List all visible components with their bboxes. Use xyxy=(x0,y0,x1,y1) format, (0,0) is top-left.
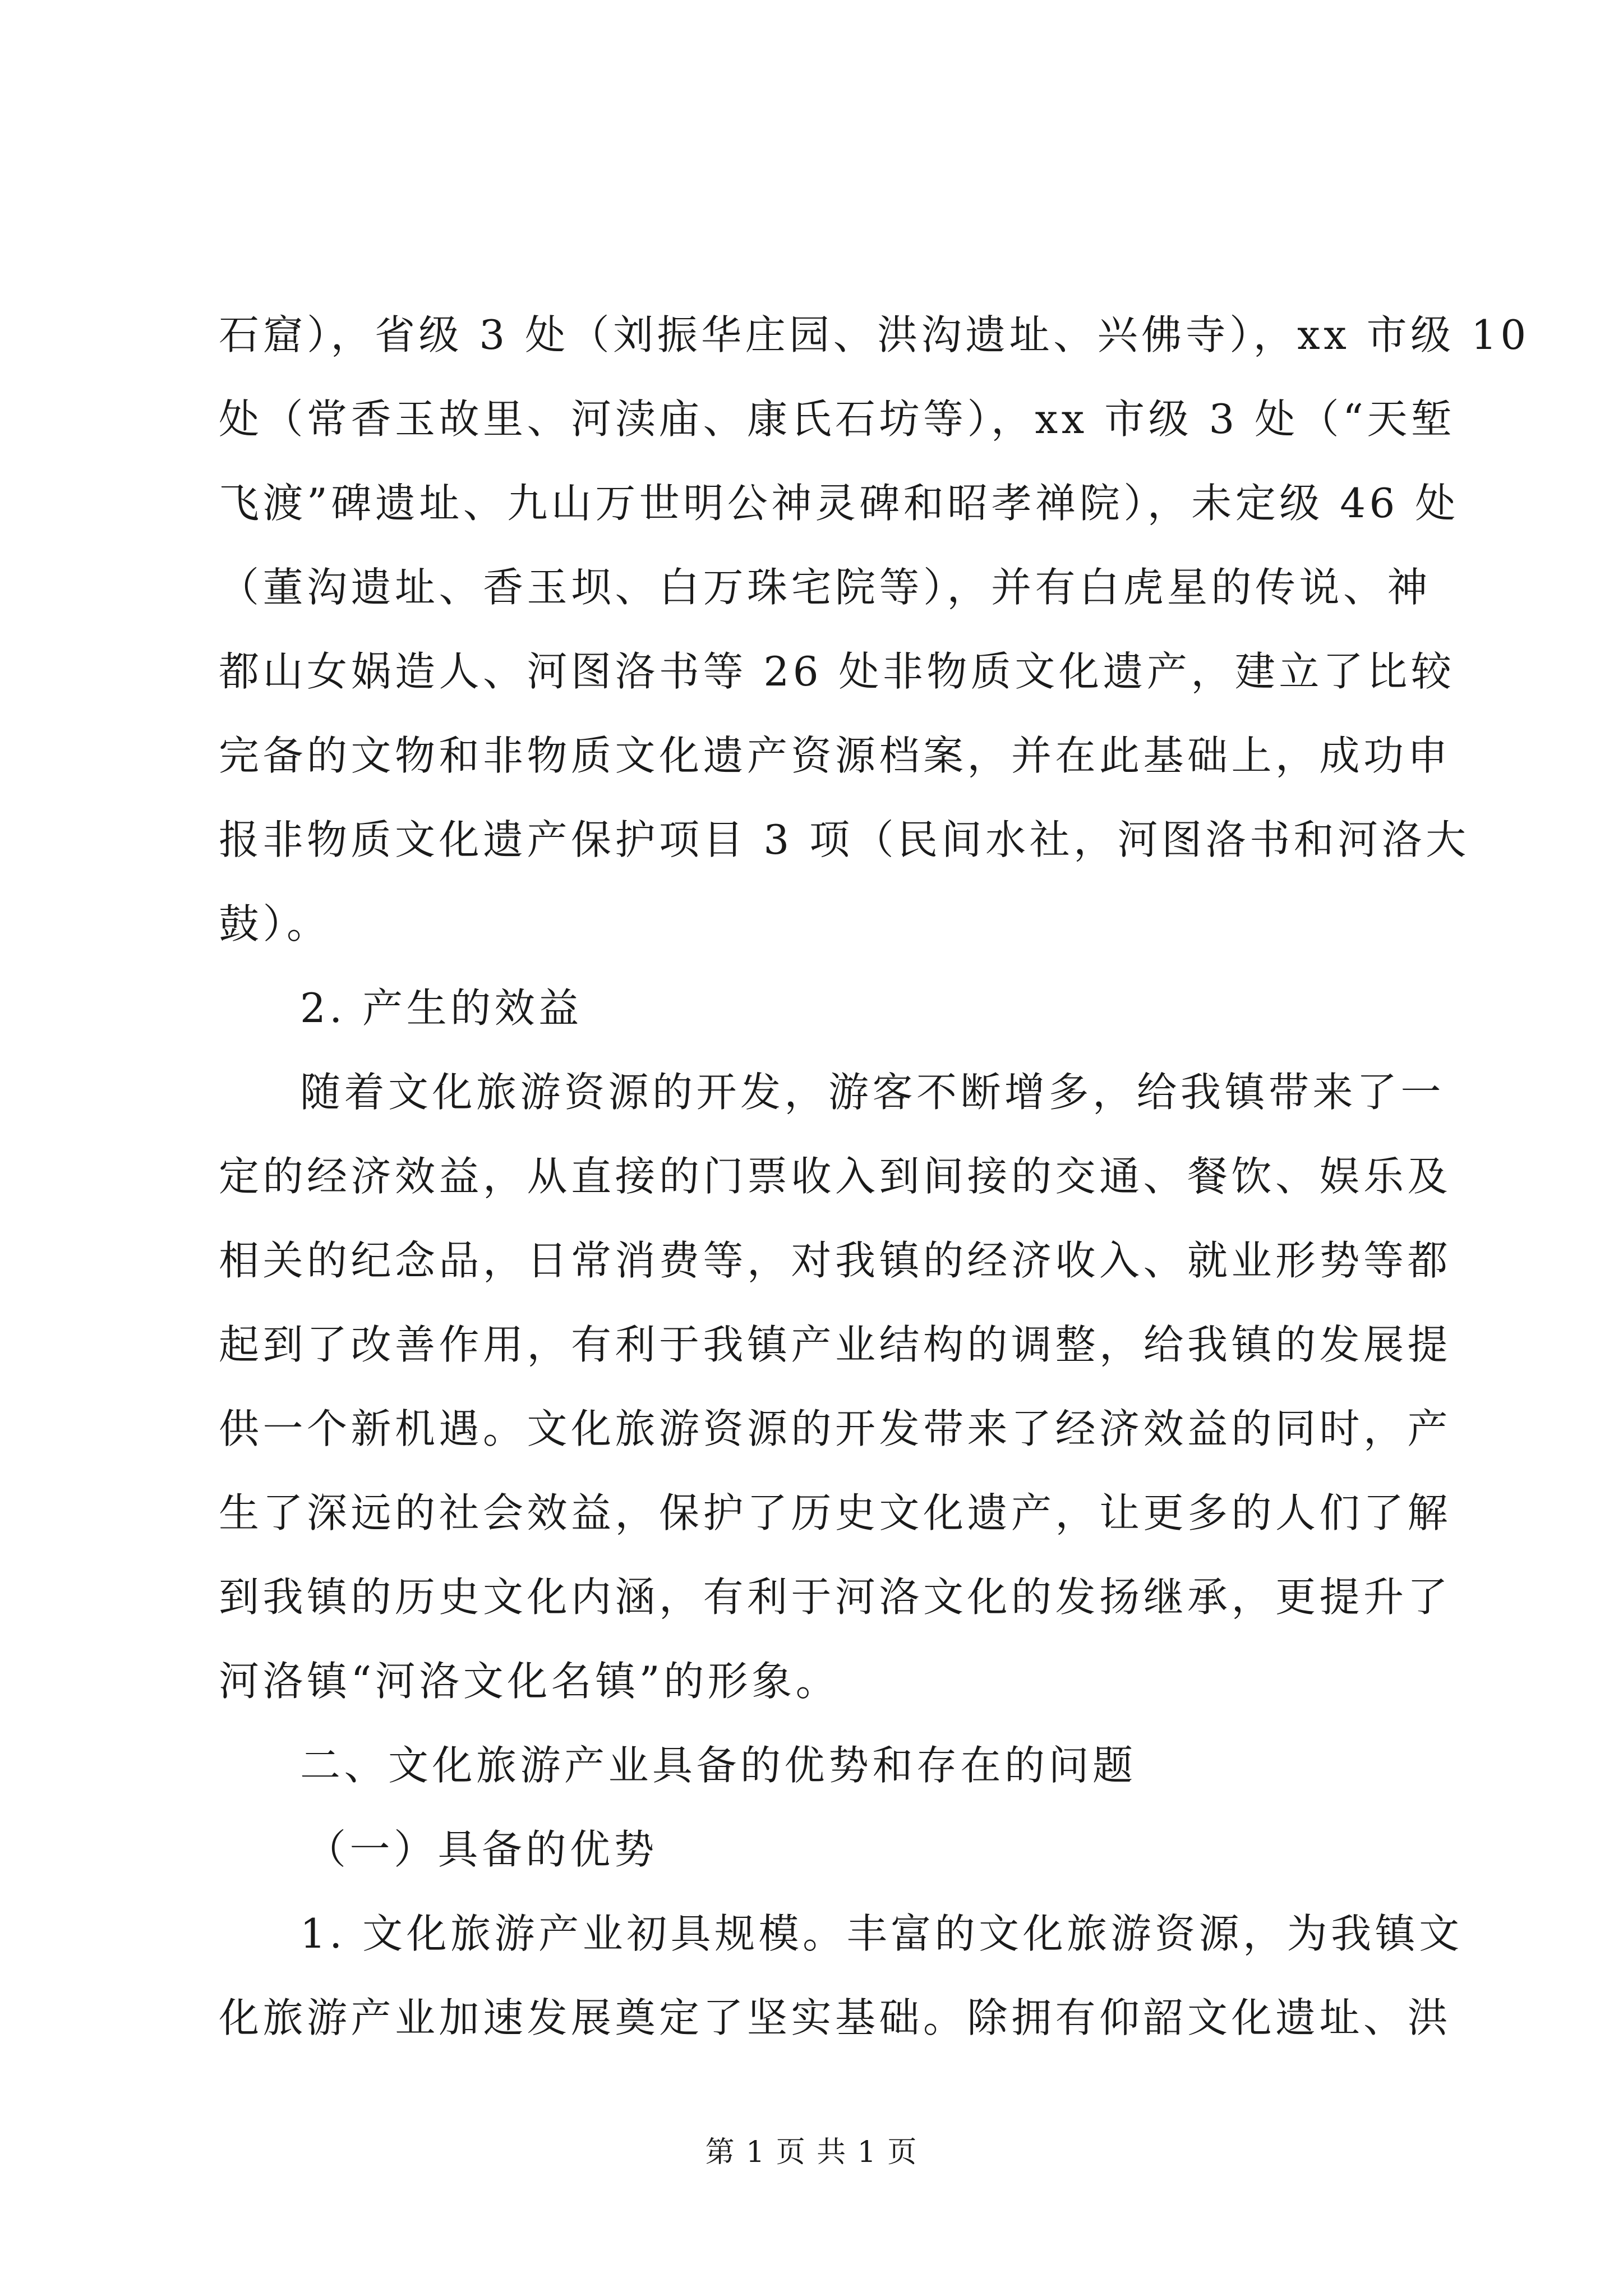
paragraph-line: 随着文化旅游资源的开发，游客不断增多，给我镇带来了一 xyxy=(300,1069,1445,1116)
paragraph-line: 生了深远的社会效益，保护了历史文化遗产，让更多的人们了解 xyxy=(219,1489,1452,1536)
page-footer: 第 1 页 共 1 页 xyxy=(705,2136,918,2169)
paragraph-line: （董沟遗址、香玉坝、白万珠宅院等），并有白虎星的传说、神 xyxy=(219,564,1432,611)
paragraph-line: 相关的纪念品，日常消费等，对我镇的经济收入、就业形势等都 xyxy=(219,1237,1452,1284)
paragraph-line: 供一个新机遇。文化旅游资源的开发带来了经济效益的同时，产 xyxy=(219,1405,1452,1452)
paragraph-line: 起到了改善作用，有利于我镇产业结构的调整，给我镇的发展提 xyxy=(219,1321,1452,1368)
paragraph-line: 鼓）。 xyxy=(219,900,331,947)
paragraph-line: 飞渡”碑遗址、九山万世明公神灵碑和昭孝禅院），未定级 46 处 xyxy=(219,480,1459,527)
paragraph-line: 报非物质文化遗产保护项目 3 项（民间水社，河图洛书和河洛大 xyxy=(219,816,1470,863)
paragraph-line: 完备的文物和非物质文化遗产资源档案，并在此基础上，成功申 xyxy=(219,732,1452,779)
subsection-heading: （一）具备的优势 xyxy=(306,1826,658,1873)
paragraph-line: 都山女娲造人、河图洛书等 26 处非物质文化遗产，建立了比较 xyxy=(219,648,1455,695)
paragraph-line: 石窟），省级 3 处（刘振华庄园、洪沟遗址、兴佛寺），xx 市级 10 xyxy=(219,311,1530,358)
paragraph-line: 河洛镇“河洛文化名镇”的形象。 xyxy=(219,1658,840,1705)
paragraph-line: 化旅游产业加速发展奠定了坚实基础。除拥有仰韶文化遗址、洪 xyxy=(219,1994,1452,2041)
section-heading: 2. 产生的效益 xyxy=(300,984,583,1032)
paragraph-line: 1. 文化旅游产业初具规模。丰富的文化旅游资源，为我镇文 xyxy=(300,1910,1463,1957)
paragraph-line: 到我镇的历史文化内涵，有利于河洛文化的发扬继承，更提升了 xyxy=(219,1573,1452,1621)
section-heading: 二、文化旅游产业具备的优势和存在的问题 xyxy=(300,1742,1137,1789)
paragraph-line: 定的经济效益，从直接的门票收入到间接的交通、餐饮、娱乐及 xyxy=(219,1153,1452,1200)
paragraph-line: 处（常香玉故里、河渎庙、康氏石坊等），xx 市级 3 处（“天堑 xyxy=(219,395,1455,443)
